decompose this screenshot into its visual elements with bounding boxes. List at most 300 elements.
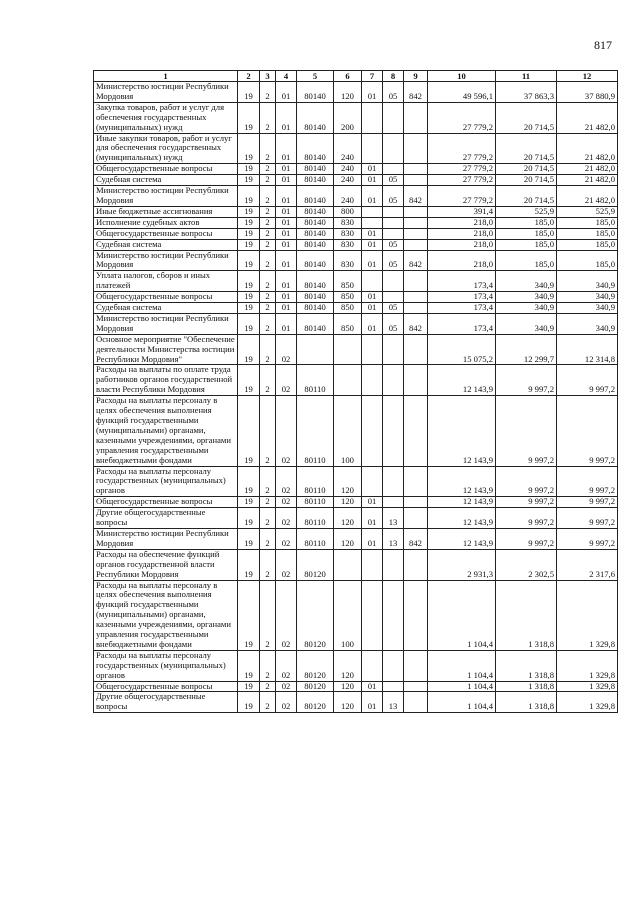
code-cell: 2 xyxy=(260,334,276,365)
code-cell: 830 xyxy=(334,228,362,239)
code-cell: 19 xyxy=(238,217,260,228)
code-cell: 80140 xyxy=(297,228,334,239)
table-row xyxy=(94,692,618,713)
row-name-cell: Министерство юстиции Республики Мордовия xyxy=(94,528,238,549)
code-cell: 2 xyxy=(260,228,276,239)
amount-cell: 185,0 xyxy=(496,239,557,250)
code-cell xyxy=(404,692,428,713)
code-cell: 830 xyxy=(334,217,362,228)
code-cell xyxy=(383,164,404,175)
row-name-cell: Другие общегосударственные вопросы xyxy=(94,692,238,713)
code-cell xyxy=(383,396,404,466)
code-cell xyxy=(362,271,383,292)
amount-cell: 9 997,2 xyxy=(496,396,557,466)
column-header: 11 xyxy=(496,71,557,82)
code-cell: 2 xyxy=(260,365,276,396)
code-cell: 2 xyxy=(260,217,276,228)
code-cell: 2 xyxy=(260,580,276,650)
row-name-cell: Общегосударственные вопросы xyxy=(94,681,238,692)
row-name-cell: Общегосударственные вопросы xyxy=(94,497,238,508)
code-cell: 01 xyxy=(362,508,383,529)
code-cell xyxy=(362,650,383,681)
amount-cell: 15 075,2 xyxy=(428,334,496,365)
table-row xyxy=(94,466,618,497)
code-cell: 01 xyxy=(362,250,383,271)
amount-cell: 20 714,5 xyxy=(496,164,557,175)
amount-cell: 1 329,8 xyxy=(557,650,618,681)
code-cell: 2 xyxy=(260,303,276,314)
code-cell: 120 xyxy=(334,497,362,508)
amount-cell: 218,0 xyxy=(428,239,496,250)
table-row xyxy=(94,365,618,396)
code-cell: 842 xyxy=(404,250,428,271)
row-name-cell: Судебная система xyxy=(94,303,238,314)
table-row xyxy=(94,217,618,228)
code-cell: 02 xyxy=(276,681,297,692)
amount-cell: 340,9 xyxy=(496,303,557,314)
table-row xyxy=(94,250,618,271)
amount-cell: 340,9 xyxy=(496,271,557,292)
code-cell: 13 xyxy=(383,508,404,529)
amount-cell: 173,4 xyxy=(428,271,496,292)
table-row xyxy=(94,508,618,529)
code-cell xyxy=(404,396,428,466)
code-cell: 01 xyxy=(276,239,297,250)
code-cell: 2 xyxy=(260,692,276,713)
code-cell: 240 xyxy=(334,164,362,175)
row-name-cell: Судебная система xyxy=(94,239,238,250)
amount-cell: 185,0 xyxy=(557,228,618,239)
amount-cell: 21 482,0 xyxy=(557,133,618,164)
amount-cell: 1 329,8 xyxy=(557,580,618,650)
code-cell: 02 xyxy=(276,497,297,508)
column-header: 10 xyxy=(428,71,496,82)
code-cell: 19 xyxy=(238,82,260,103)
code-cell: 2 xyxy=(260,206,276,217)
code-cell: 19 xyxy=(238,528,260,549)
row-name-cell: Общегосударственные вопросы xyxy=(94,228,238,239)
table-row xyxy=(94,102,618,133)
code-cell: 01 xyxy=(276,186,297,207)
amount-cell: 525,9 xyxy=(557,206,618,217)
table-body xyxy=(94,82,618,713)
amount-cell: 9 997,2 xyxy=(557,365,618,396)
code-cell xyxy=(404,549,428,580)
code-cell: 830 xyxy=(334,250,362,271)
table-row xyxy=(94,271,618,292)
code-cell: 01 xyxy=(276,250,297,271)
code-cell: 01 xyxy=(276,217,297,228)
amount-cell: 12 143,9 xyxy=(428,508,496,529)
code-cell xyxy=(383,334,404,365)
code-cell: 2 xyxy=(260,102,276,133)
table-row xyxy=(94,334,618,365)
code-cell: 842 xyxy=(404,186,428,207)
code-cell: 02 xyxy=(276,650,297,681)
code-cell: 01 xyxy=(276,102,297,133)
amount-cell: 1 318,8 xyxy=(496,580,557,650)
code-cell: 850 xyxy=(334,271,362,292)
row-name-cell: Министерство юстиции Республики Мордовия xyxy=(94,186,238,207)
amount-cell: 1 329,8 xyxy=(557,692,618,713)
amount-cell: 340,9 xyxy=(496,292,557,303)
code-cell: 01 xyxy=(276,164,297,175)
amount-cell: 21 482,0 xyxy=(557,175,618,186)
table-row xyxy=(94,580,618,650)
code-cell xyxy=(383,650,404,681)
amount-cell: 185,0 xyxy=(496,250,557,271)
amount-cell: 1 104,4 xyxy=(428,580,496,650)
code-cell: 80120 xyxy=(297,681,334,692)
budget-table xyxy=(93,70,618,713)
amount-cell: 21 482,0 xyxy=(557,102,618,133)
table-row xyxy=(94,650,618,681)
code-cell: 19 xyxy=(238,228,260,239)
code-cell xyxy=(362,133,383,164)
column-header: 9 xyxy=(404,71,428,82)
code-cell: 240 xyxy=(334,133,362,164)
amount-cell: 2 931,3 xyxy=(428,549,496,580)
code-cell: 19 xyxy=(238,175,260,186)
code-cell: 02 xyxy=(276,528,297,549)
code-cell: 05 xyxy=(383,82,404,103)
code-cell: 842 xyxy=(404,528,428,549)
code-cell xyxy=(362,365,383,396)
code-cell: 2 xyxy=(260,497,276,508)
code-cell: 120 xyxy=(334,528,362,549)
code-cell xyxy=(404,164,428,175)
code-cell xyxy=(383,206,404,217)
amount-cell: 185,0 xyxy=(557,239,618,250)
code-cell xyxy=(383,228,404,239)
code-cell: 80140 xyxy=(297,239,334,250)
table-row xyxy=(94,164,618,175)
code-cell: 2 xyxy=(260,164,276,175)
amount-cell: 21 482,0 xyxy=(557,186,618,207)
code-cell: 01 xyxy=(276,82,297,103)
code-cell xyxy=(404,334,428,365)
code-cell: 19 xyxy=(238,692,260,713)
amount-cell: 9 997,2 xyxy=(557,396,618,466)
code-cell xyxy=(383,292,404,303)
code-cell: 80120 xyxy=(297,692,334,713)
amount-cell: 27 779,2 xyxy=(428,175,496,186)
row-name-cell: Общегосударственные вопросы xyxy=(94,164,238,175)
code-cell: 19 xyxy=(238,164,260,175)
code-cell xyxy=(404,466,428,497)
code-cell: 01 xyxy=(276,228,297,239)
column-header: 5 xyxy=(297,71,334,82)
code-cell: 19 xyxy=(238,580,260,650)
code-cell: 80140 xyxy=(297,303,334,314)
code-cell xyxy=(362,549,383,580)
amount-cell: 173,4 xyxy=(428,313,496,334)
code-cell: 80140 xyxy=(297,250,334,271)
column-header: 8 xyxy=(383,71,404,82)
code-cell: 01 xyxy=(362,164,383,175)
amount-cell: 9 997,2 xyxy=(557,497,618,508)
amount-cell: 12 299,7 xyxy=(496,334,557,365)
code-cell: 19 xyxy=(238,334,260,365)
code-cell: 19 xyxy=(238,292,260,303)
code-cell: 01 xyxy=(276,206,297,217)
code-cell: 19 xyxy=(238,466,260,497)
code-cell xyxy=(362,334,383,365)
code-cell: 80140 xyxy=(297,82,334,103)
code-cell: 120 xyxy=(334,508,362,529)
amount-cell: 21 482,0 xyxy=(557,164,618,175)
amount-cell: 27 779,2 xyxy=(428,186,496,207)
table-row xyxy=(94,82,618,103)
code-cell: 05 xyxy=(383,313,404,334)
page-number: 817 xyxy=(594,38,612,52)
code-cell: 05 xyxy=(383,186,404,207)
code-cell xyxy=(334,549,362,580)
code-cell: 01 xyxy=(276,303,297,314)
code-cell: 05 xyxy=(383,175,404,186)
code-cell: 2 xyxy=(260,271,276,292)
code-cell xyxy=(383,466,404,497)
code-cell xyxy=(383,549,404,580)
amount-cell: 1 329,8 xyxy=(557,681,618,692)
code-cell: 02 xyxy=(276,334,297,365)
column-header: 7 xyxy=(362,71,383,82)
code-cell: 19 xyxy=(238,206,260,217)
amount-cell: 9 997,2 xyxy=(496,466,557,497)
code-cell: 80140 xyxy=(297,292,334,303)
code-cell: 01 xyxy=(362,528,383,549)
code-cell: 01 xyxy=(362,497,383,508)
row-name-cell: Расходы на выплаты персоналу в целях обеспечения выполнения функций государственными (муниципальными) органами, казенными учреждениями, органами управления государственными внебюджетными фондами xyxy=(94,580,238,650)
code-cell xyxy=(404,365,428,396)
code-cell: 2 xyxy=(260,239,276,250)
code-cell: 01 xyxy=(276,175,297,186)
code-cell: 01 xyxy=(276,313,297,334)
code-cell: 80110 xyxy=(297,528,334,549)
code-cell: 80140 xyxy=(297,133,334,164)
code-cell: 80110 xyxy=(297,365,334,396)
row-name-cell: Уплата налогов, сборов и иных платежей xyxy=(94,271,238,292)
table-row xyxy=(94,175,618,186)
row-name-cell: Основное мероприятие "Обеспечение деятельности Министерства юстиции Республики Мордовия" xyxy=(94,334,238,365)
code-cell: 01 xyxy=(276,292,297,303)
code-cell: 80140 xyxy=(297,164,334,175)
code-cell: 80110 xyxy=(297,466,334,497)
code-cell: 2 xyxy=(260,466,276,497)
row-name-cell: Расходы на выплаты персоналу государственных (муниципальных) органов xyxy=(94,466,238,497)
code-cell: 02 xyxy=(276,549,297,580)
code-cell: 850 xyxy=(334,292,362,303)
code-cell xyxy=(362,102,383,133)
row-name-cell: Расходы на выплаты по оплате труда работников органов государственной власти Республики Мордовия xyxy=(94,365,238,396)
code-cell: 850 xyxy=(334,313,362,334)
table-row xyxy=(94,681,618,692)
code-cell: 2 xyxy=(260,650,276,681)
code-cell: 02 xyxy=(276,508,297,529)
code-cell: 2 xyxy=(260,292,276,303)
code-cell: 01 xyxy=(276,133,297,164)
code-cell xyxy=(383,497,404,508)
code-cell: 2 xyxy=(260,528,276,549)
code-cell: 120 xyxy=(334,692,362,713)
row-name-cell: Судебная система xyxy=(94,175,238,186)
code-cell: 02 xyxy=(276,365,297,396)
code-cell xyxy=(404,292,428,303)
code-cell: 01 xyxy=(362,292,383,303)
code-cell: 19 xyxy=(238,271,260,292)
code-cell xyxy=(404,508,428,529)
table-row xyxy=(94,313,618,334)
code-cell: 19 xyxy=(238,250,260,271)
code-cell xyxy=(404,580,428,650)
table-row xyxy=(94,497,618,508)
code-cell xyxy=(383,133,404,164)
code-cell: 19 xyxy=(238,497,260,508)
code-cell xyxy=(334,365,362,396)
code-cell xyxy=(362,206,383,217)
amount-cell: 12 143,9 xyxy=(428,528,496,549)
amount-cell: 391,4 xyxy=(428,206,496,217)
row-name-cell: Министерство юстиции Республики Мордовия xyxy=(94,313,238,334)
code-cell: 01 xyxy=(362,186,383,207)
table-row xyxy=(94,239,618,250)
code-cell xyxy=(362,580,383,650)
code-cell: 19 xyxy=(238,681,260,692)
amount-cell: 20 714,5 xyxy=(496,133,557,164)
amount-cell: 49 596,1 xyxy=(428,82,496,103)
code-cell: 2 xyxy=(260,681,276,692)
code-cell: 01 xyxy=(362,303,383,314)
amount-cell: 9 997,2 xyxy=(496,528,557,549)
code-cell: 19 xyxy=(238,508,260,529)
table-row xyxy=(94,528,618,549)
amount-cell: 27 779,2 xyxy=(428,102,496,133)
amount-cell: 1 104,4 xyxy=(428,650,496,681)
code-cell: 01 xyxy=(276,271,297,292)
code-cell: 80120 xyxy=(297,580,334,650)
code-cell xyxy=(362,466,383,497)
code-cell: 2 xyxy=(260,175,276,186)
code-cell: 01 xyxy=(362,313,383,334)
code-cell: 02 xyxy=(276,466,297,497)
code-cell: 05 xyxy=(383,239,404,250)
code-cell: 80140 xyxy=(297,102,334,133)
code-cell: 80140 xyxy=(297,313,334,334)
amount-cell: 12 143,9 xyxy=(428,365,496,396)
amount-cell: 9 997,2 xyxy=(557,466,618,497)
code-cell: 2 xyxy=(260,186,276,207)
code-cell: 2 xyxy=(260,133,276,164)
amount-cell: 185,0 xyxy=(557,250,618,271)
code-cell: 842 xyxy=(404,82,428,103)
amount-cell: 1 104,4 xyxy=(428,692,496,713)
row-name-cell: Иные закупки товаров, работ и услуг для обеспечения государственных (муниципальных) нужд xyxy=(94,133,238,164)
code-cell: 80140 xyxy=(297,217,334,228)
code-cell xyxy=(383,681,404,692)
amount-cell: 9 997,2 xyxy=(496,497,557,508)
code-cell: 19 xyxy=(238,186,260,207)
amount-cell: 12 314,8 xyxy=(557,334,618,365)
column-header: 1 xyxy=(94,71,238,82)
code-cell: 13 xyxy=(383,528,404,549)
code-cell xyxy=(362,217,383,228)
amount-cell: 27 779,2 xyxy=(428,164,496,175)
amount-cell: 525,9 xyxy=(496,206,557,217)
code-cell: 19 xyxy=(238,650,260,681)
code-cell: 19 xyxy=(238,303,260,314)
amount-cell: 9 997,2 xyxy=(557,528,618,549)
code-cell xyxy=(383,271,404,292)
amount-cell: 2 317,6 xyxy=(557,549,618,580)
code-cell: 80120 xyxy=(297,650,334,681)
code-cell: 240 xyxy=(334,175,362,186)
amount-cell: 218,0 xyxy=(428,228,496,239)
table-row xyxy=(94,206,618,217)
amount-cell: 340,9 xyxy=(557,313,618,334)
code-cell: 842 xyxy=(404,313,428,334)
code-cell xyxy=(404,650,428,681)
amount-cell: 27 779,2 xyxy=(428,133,496,164)
code-cell xyxy=(404,681,428,692)
amount-cell: 12 143,9 xyxy=(428,497,496,508)
code-cell: 850 xyxy=(334,303,362,314)
code-cell xyxy=(404,175,428,186)
code-cell xyxy=(404,303,428,314)
code-cell xyxy=(404,239,428,250)
code-cell: 01 xyxy=(362,681,383,692)
row-name-cell: Расходы на выплаты персоналу в целях обеспечения выполнения функций государственными (муниципальными) органами, казенными учреждениями, органами управления государственными внебюджетными фондами xyxy=(94,396,238,466)
code-cell: 01 xyxy=(362,82,383,103)
code-cell: 80140 xyxy=(297,175,334,186)
code-cell: 80110 xyxy=(297,508,334,529)
code-cell: 01 xyxy=(362,175,383,186)
amount-cell: 340,9 xyxy=(557,292,618,303)
code-cell: 2 xyxy=(260,396,276,466)
amount-cell: 218,0 xyxy=(428,217,496,228)
code-cell xyxy=(297,334,334,365)
table-row xyxy=(94,228,618,239)
row-name-cell: Исполнение судебных актов xyxy=(94,217,238,228)
table-row xyxy=(94,549,618,580)
code-cell xyxy=(383,365,404,396)
code-cell: 05 xyxy=(383,250,404,271)
code-cell: 19 xyxy=(238,396,260,466)
code-cell xyxy=(383,102,404,133)
column-header: 12 xyxy=(557,71,618,82)
table-row xyxy=(94,186,618,207)
code-cell xyxy=(334,334,362,365)
column-header: 3 xyxy=(260,71,276,82)
row-name-cell: Министерство юстиции Республики Мордовия xyxy=(94,250,238,271)
table-row xyxy=(94,292,618,303)
amount-cell: 20 714,5 xyxy=(496,175,557,186)
amount-cell: 173,4 xyxy=(428,292,496,303)
amount-cell: 340,9 xyxy=(557,303,618,314)
code-cell: 2 xyxy=(260,82,276,103)
code-cell xyxy=(404,228,428,239)
row-name-cell: Иные бюджетные ассигнования xyxy=(94,206,238,217)
amount-cell: 218,0 xyxy=(428,250,496,271)
table-row xyxy=(94,303,618,314)
code-cell: 19 xyxy=(238,365,260,396)
code-cell xyxy=(404,133,428,164)
row-name-cell: Министерство юстиции Республики Мордовия xyxy=(94,82,238,103)
amount-cell: 185,0 xyxy=(496,228,557,239)
code-cell: 120 xyxy=(334,681,362,692)
code-cell: 19 xyxy=(238,313,260,334)
column-header: 6 xyxy=(334,71,362,82)
code-cell: 13 xyxy=(383,692,404,713)
